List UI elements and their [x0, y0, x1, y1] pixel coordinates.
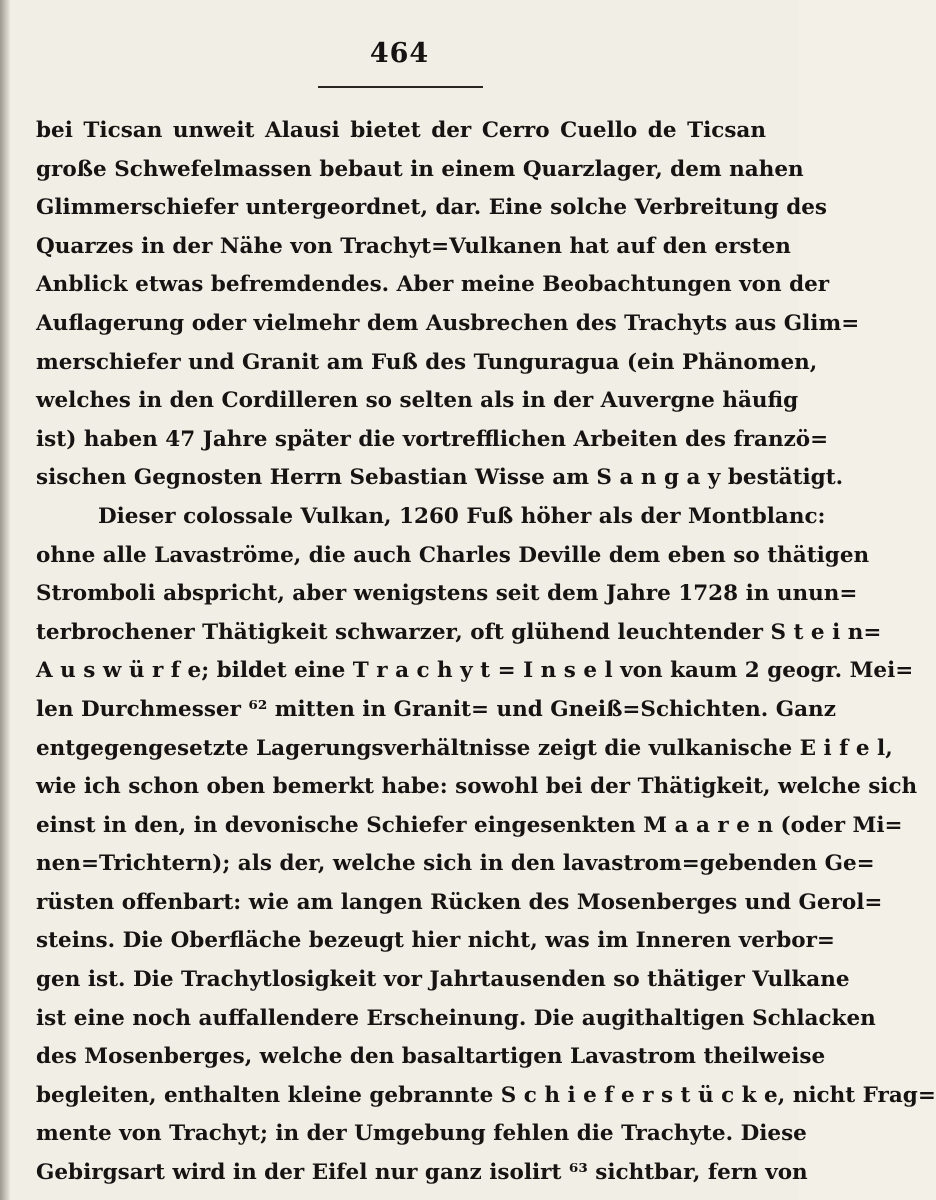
text-line: entgegengesetzte Lagerungsverhältnisse zeigt die vulkanische E i f e l, [36, 735, 893, 761]
text-line: terbrochener Thätigkeit schwarzer, oft glühend leuchtender S t e i n= [36, 619, 882, 645]
paragraph-first-line: Dieser colossale Vulkan, 1260 Fuß höher als der Montblanc: [98, 503, 826, 529]
text-line: steins. Die Oberfläche bezeugt hier nicht, was im Inneren verbor= [36, 928, 835, 954]
text-line: einst in den, in devonische Schiefer eingesenkten M a a r e n (oder Mi= [36, 812, 903, 838]
text-line: nen=Trichtern); als der, welche sich in den lavastrom=gebenden Ge= [36, 851, 875, 877]
text-line: ohne alle Lavaströme, die auch Charles Deville dem eben so thätigen [36, 542, 870, 568]
text-line: Auflagerung oder vielmehr dem Ausbrechen des Trachyts aus Glim= [36, 310, 860, 336]
page-number: 464 [369, 38, 430, 69]
text-line: ist eine noch auffallendere Erscheinung. Die augithaltigen Schlacken [36, 1005, 876, 1031]
text-line: mente von Trachyt; in der Umgebung fehlen die Trachyte. Diese [36, 1121, 807, 1147]
text-line: Anblick etwas befremdendes. Aber meine Beobachtungen von der [36, 272, 830, 298]
text-line: große Schwefelmassen bebaut in einem Quarzlager, dem nahen [36, 156, 804, 182]
text-line: Stromboli abspricht, aber wenigstens seit dem Jahre 1728 in unun= [36, 581, 858, 607]
text-line: Quarzes in der Nähe von Trachyt=Vulkanen hat auf den ersten [36, 233, 791, 259]
text-line: sischen Gegnosten Herrn Sebastian Wisse am S a n g a y bestätigt. [36, 465, 844, 491]
text-line: welches in den Cordilleren so selten als in der Auvergne häufig [36, 388, 799, 414]
text-line: wie ich schon oben bemerkt habe: sowohl bei der Thätigkeit, welche sich [36, 774, 918, 800]
text-line: merschiefer und Granit am Fuß des Tunguragua (ein Phänomen, [36, 349, 818, 375]
page-gutter-shadow [0, 0, 10, 1200]
body-text [36, 112, 936, 1193]
text-line: Glimmerschiefer untergeordnet, dar. Eine solche Verbreitung des [36, 195, 828, 221]
text-line: des Mosenberges, welche den basaltartigen Lavastrom theilweise [36, 1044, 826, 1070]
text-line: Gebirgsart wird in der Eifel nur ganz isolirt ⁶³ sichtbar, fern von [36, 1160, 808, 1186]
text-line: bei Ticsan unweit Alausi bietet der Cerro Cuello de Ticsan [36, 118, 766, 143]
text-line: A u s w ü r f e; bildet eine T r a c h y t = I n s e l von kaum 2 geogr. Mei= [36, 658, 914, 684]
header-rule [318, 86, 483, 88]
text-line: rüsten offenbart: wie am langen Rücken des Mosenberges und Gerol= [36, 889, 883, 915]
text-line: len Durchmesser ⁶² mitten in Granit= und Gneiß=Schichten. Ganz [36, 696, 836, 722]
text-line: begleiten, enthalten kleine gebrannte S c h i e f e r s t ü c k e, nicht Frag= [36, 1082, 936, 1108]
text-line: gen ist. Die Trachytlosigkeit vor Jahrtausenden so thätiger Vulkane [36, 967, 850, 993]
text-line: ist) haben 47 Jahre später die vortrefflichen Arbeiten des franzö= [36, 426, 829, 452]
